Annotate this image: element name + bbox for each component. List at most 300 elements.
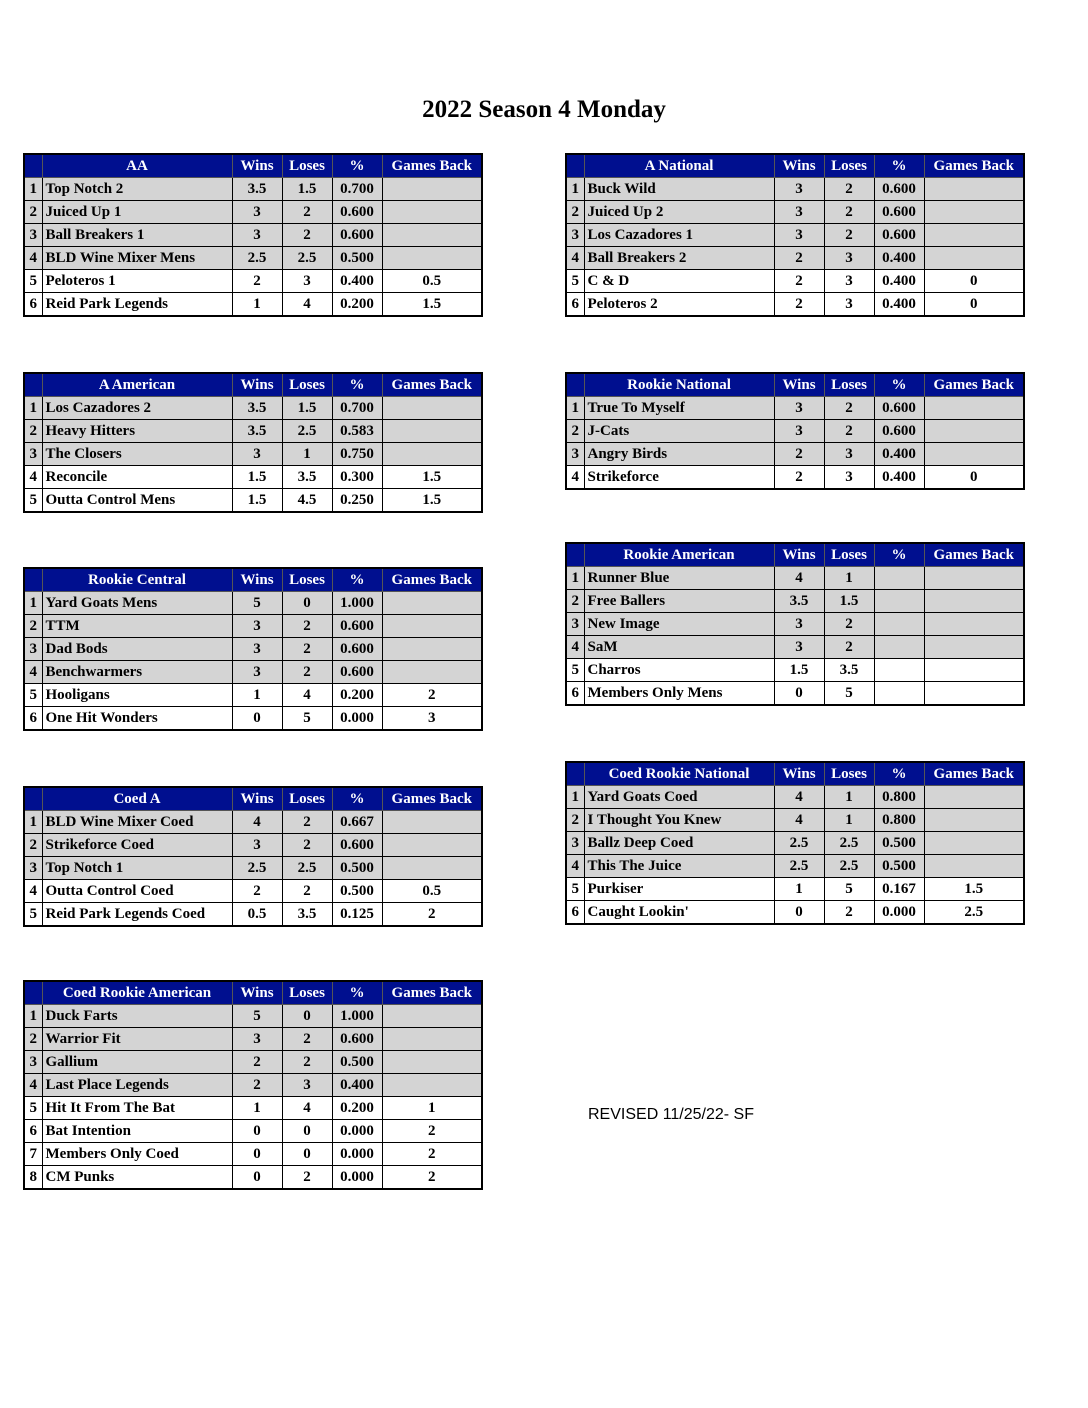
pct-cell: 0.600 bbox=[874, 224, 924, 247]
rank-cell: 2 bbox=[566, 809, 584, 832]
games-back-cell bbox=[924, 443, 1024, 466]
wins-cell: 3.5 bbox=[774, 590, 824, 613]
team-row bbox=[24, 592, 482, 615]
games-back-cell bbox=[382, 857, 482, 880]
rank-header bbox=[24, 373, 42, 397]
pct-header: % bbox=[332, 981, 382, 1005]
rank-cell: 4 bbox=[24, 466, 42, 489]
division-name: Coed Rookie National bbox=[584, 762, 774, 786]
team-name: Yard Goats Mens bbox=[42, 592, 232, 615]
loses-cell: 3 bbox=[824, 466, 874, 490]
games-back-cell bbox=[382, 443, 482, 466]
team-name: This The Juice bbox=[584, 855, 774, 878]
team-row bbox=[24, 684, 482, 707]
pct-cell: 0.500 bbox=[332, 880, 382, 903]
wins-cell: 1 bbox=[232, 293, 282, 317]
header-row bbox=[24, 981, 482, 1005]
games-back-cell bbox=[924, 420, 1024, 443]
rank-cell: 5 bbox=[24, 489, 42, 513]
team-name: Angry Birds bbox=[584, 443, 774, 466]
wins-cell: 2 bbox=[774, 443, 824, 466]
standings-table-a-national bbox=[565, 153, 1025, 317]
games-back-cell: 2 bbox=[382, 684, 482, 707]
rank-cell: 6 bbox=[566, 293, 584, 317]
team-name: Strikeforce bbox=[584, 466, 774, 490]
loses-header: Loses bbox=[282, 568, 332, 592]
loses-cell: 2 bbox=[824, 201, 874, 224]
team-row bbox=[566, 420, 1024, 443]
loses-cell: 3 bbox=[824, 247, 874, 270]
pct-cell: 0.000 bbox=[874, 901, 924, 925]
wins-cell: 3 bbox=[232, 1028, 282, 1051]
division-name: Rookie Central bbox=[42, 568, 232, 592]
standings-table-coed-a bbox=[23, 786, 483, 927]
loses-cell: 2 bbox=[282, 638, 332, 661]
loses-cell: 3.5 bbox=[824, 659, 874, 682]
rank-cell: 3 bbox=[566, 443, 584, 466]
pct-cell: 0.125 bbox=[332, 903, 382, 927]
loses-cell: 2 bbox=[282, 880, 332, 903]
games-back-header: Games Back bbox=[924, 154, 1024, 178]
pct-cell: 0.500 bbox=[874, 832, 924, 855]
rank-cell: 1 bbox=[24, 811, 42, 834]
standings-table-aa bbox=[23, 153, 483, 317]
games-back-cell bbox=[382, 397, 482, 420]
games-back-cell bbox=[924, 224, 1024, 247]
pct-cell: 0.600 bbox=[332, 201, 382, 224]
rank-cell: 4 bbox=[24, 661, 42, 684]
team-row bbox=[24, 1005, 482, 1028]
pct-cell: 0.800 bbox=[874, 786, 924, 809]
rank-header bbox=[24, 981, 42, 1005]
wins-header: Wins bbox=[232, 981, 282, 1005]
rank-header bbox=[566, 373, 584, 397]
rank-header bbox=[24, 568, 42, 592]
team-name: Outta Control Coed bbox=[42, 880, 232, 903]
loses-cell: 2 bbox=[282, 661, 332, 684]
team-name: Purkiser bbox=[584, 878, 774, 901]
wins-cell: 4 bbox=[232, 811, 282, 834]
wins-cell: 1 bbox=[774, 878, 824, 901]
team-name: Top Notch 1 bbox=[42, 857, 232, 880]
rank-cell: 6 bbox=[566, 682, 584, 706]
division-name: A National bbox=[584, 154, 774, 178]
rank-cell: 1 bbox=[566, 397, 584, 420]
team-row bbox=[24, 201, 482, 224]
games-back-cell bbox=[382, 201, 482, 224]
games-back-header: Games Back bbox=[382, 981, 482, 1005]
loses-cell: 5 bbox=[824, 682, 874, 706]
team-name: Bat Intention bbox=[42, 1120, 232, 1143]
pct-cell: 0.500 bbox=[332, 247, 382, 270]
team-name: Gallium bbox=[42, 1051, 232, 1074]
pct-header: % bbox=[332, 787, 382, 811]
pct-cell: 1.000 bbox=[332, 1005, 382, 1028]
games-back-cell bbox=[924, 659, 1024, 682]
loses-cell: 4 bbox=[282, 293, 332, 317]
team-name: Outta Control Mens bbox=[42, 489, 232, 513]
pct-cell: 0.600 bbox=[332, 615, 382, 638]
pct-cell: 0.500 bbox=[874, 855, 924, 878]
wins-cell: 2 bbox=[232, 270, 282, 293]
team-row bbox=[24, 880, 482, 903]
games-back-cell bbox=[924, 636, 1024, 659]
team-row bbox=[24, 397, 482, 420]
team-name: Hit It From The Bat bbox=[42, 1097, 232, 1120]
standings-table-rookie-american bbox=[565, 542, 1025, 706]
rank-cell: 2 bbox=[24, 201, 42, 224]
pct-cell bbox=[874, 659, 924, 682]
header-row bbox=[24, 787, 482, 811]
pct-cell: 0.400 bbox=[332, 1074, 382, 1097]
loses-cell: 0 bbox=[282, 1143, 332, 1166]
loses-cell: 2 bbox=[282, 615, 332, 638]
pct-cell: 0.700 bbox=[332, 178, 382, 201]
games-back-cell: 0 bbox=[924, 293, 1024, 317]
team-name: Los Cazadores 1 bbox=[584, 224, 774, 247]
loses-cell: 5 bbox=[824, 878, 874, 901]
loses-cell: 2 bbox=[282, 224, 332, 247]
pct-cell: 0.600 bbox=[332, 224, 382, 247]
rank-cell: 3 bbox=[24, 638, 42, 661]
header-row bbox=[24, 373, 482, 397]
loses-cell: 3 bbox=[282, 1074, 332, 1097]
team-name: Heavy Hitters bbox=[42, 420, 232, 443]
team-name: Buck Wild bbox=[584, 178, 774, 201]
team-name: CM Punks bbox=[42, 1166, 232, 1190]
loses-cell: 2 bbox=[824, 224, 874, 247]
loses-cell: 4 bbox=[282, 1097, 332, 1120]
rank-cell: 2 bbox=[566, 201, 584, 224]
pct-cell: 0.400 bbox=[874, 466, 924, 490]
wins-cell: 1 bbox=[232, 1097, 282, 1120]
wins-header: Wins bbox=[232, 787, 282, 811]
games-back-cell bbox=[382, 224, 482, 247]
team-row bbox=[24, 466, 482, 489]
team-name: Last Place Legends bbox=[42, 1074, 232, 1097]
wins-header: Wins bbox=[232, 373, 282, 397]
games-back-cell: 3 bbox=[382, 707, 482, 731]
games-back-header: Games Back bbox=[924, 543, 1024, 567]
team-row bbox=[24, 615, 482, 638]
pct-cell: 0.167 bbox=[874, 878, 924, 901]
rank-header bbox=[24, 787, 42, 811]
header-row bbox=[566, 762, 1024, 786]
team-name: True To Myself bbox=[584, 397, 774, 420]
pct-cell: 0.400 bbox=[874, 270, 924, 293]
pct-cell bbox=[874, 567, 924, 590]
games-back-header: Games Back bbox=[382, 568, 482, 592]
loses-header: Loses bbox=[282, 981, 332, 1005]
rank-cell: 4 bbox=[566, 466, 584, 490]
games-back-cell bbox=[382, 420, 482, 443]
rank-cell: 3 bbox=[566, 224, 584, 247]
team-name: TTM bbox=[42, 615, 232, 638]
games-back-cell bbox=[382, 1028, 482, 1051]
team-row bbox=[566, 878, 1024, 901]
wins-cell: 3 bbox=[232, 443, 282, 466]
games-back-cell: 0.5 bbox=[382, 270, 482, 293]
games-back-cell bbox=[382, 811, 482, 834]
team-row bbox=[566, 613, 1024, 636]
wins-header: Wins bbox=[774, 373, 824, 397]
rank-cell: 5 bbox=[566, 878, 584, 901]
team-name: New Image bbox=[584, 613, 774, 636]
team-name: Juiced Up 1 bbox=[42, 201, 232, 224]
wins-cell: 4 bbox=[774, 567, 824, 590]
rank-cell: 4 bbox=[24, 1074, 42, 1097]
team-name: The Closers bbox=[42, 443, 232, 466]
team-name: Yard Goats Coed bbox=[584, 786, 774, 809]
team-row bbox=[24, 420, 482, 443]
pct-cell: 0.400 bbox=[332, 270, 382, 293]
loses-header: Loses bbox=[282, 154, 332, 178]
pct-cell: 0.400 bbox=[874, 443, 924, 466]
wins-cell: 3 bbox=[232, 224, 282, 247]
rank-header bbox=[566, 762, 584, 786]
wins-cell: 0 bbox=[232, 1166, 282, 1190]
team-row bbox=[24, 443, 482, 466]
loses-cell: 1 bbox=[824, 567, 874, 590]
team-name: Runner Blue bbox=[584, 567, 774, 590]
loses-cell: 2.5 bbox=[824, 832, 874, 855]
games-back-header: Games Back bbox=[924, 373, 1024, 397]
team-name: Hooligans bbox=[42, 684, 232, 707]
pct-cell: 0.600 bbox=[874, 420, 924, 443]
pct-header: % bbox=[874, 543, 924, 567]
rank-header bbox=[566, 543, 584, 567]
team-name: Top Notch 2 bbox=[42, 178, 232, 201]
games-back-cell bbox=[382, 638, 482, 661]
loses-cell: 3 bbox=[282, 270, 332, 293]
pct-header: % bbox=[874, 762, 924, 786]
wins-cell: 3 bbox=[232, 201, 282, 224]
team-name: Peloteros 1 bbox=[42, 270, 232, 293]
pct-cell bbox=[874, 613, 924, 636]
pct-cell: 0.000 bbox=[332, 1166, 382, 1190]
loses-cell: 4.5 bbox=[282, 489, 332, 513]
wins-cell: 3 bbox=[774, 224, 824, 247]
team-row bbox=[566, 443, 1024, 466]
team-row bbox=[566, 832, 1024, 855]
games-back-cell: 0.5 bbox=[382, 880, 482, 903]
wins-cell: 3 bbox=[232, 638, 282, 661]
pct-cell: 0.600 bbox=[332, 661, 382, 684]
header-row bbox=[24, 568, 482, 592]
team-row bbox=[24, 707, 482, 731]
wins-cell: 3 bbox=[774, 397, 824, 420]
games-back-cell bbox=[382, 178, 482, 201]
games-back-cell: 1 bbox=[382, 1097, 482, 1120]
division-name: A American bbox=[42, 373, 232, 397]
team-name: Reid Park Legends bbox=[42, 293, 232, 317]
team-name: Warrior Fit bbox=[42, 1028, 232, 1051]
loses-cell: 0 bbox=[282, 1120, 332, 1143]
pct-cell: 0.200 bbox=[332, 293, 382, 317]
team-row bbox=[24, 178, 482, 201]
wins-header: Wins bbox=[774, 543, 824, 567]
team-row bbox=[566, 466, 1024, 490]
standings-table-coed-rookie-american bbox=[23, 980, 483, 1190]
team-name: Members Only Mens bbox=[584, 682, 774, 706]
wins-cell: 3.5 bbox=[232, 420, 282, 443]
games-back-header: Games Back bbox=[382, 373, 482, 397]
pct-cell: 0.000 bbox=[332, 1120, 382, 1143]
rank-cell: 2 bbox=[24, 1028, 42, 1051]
loses-cell: 1.5 bbox=[282, 397, 332, 420]
rank-cell: 4 bbox=[24, 880, 42, 903]
team-row bbox=[24, 270, 482, 293]
loses-cell: 3 bbox=[824, 443, 874, 466]
rank-cell: 5 bbox=[566, 659, 584, 682]
games-back-cell bbox=[924, 613, 1024, 636]
standings-table-rookie-central bbox=[23, 567, 483, 731]
division-name: Coed A bbox=[42, 787, 232, 811]
wins-cell: 3 bbox=[232, 615, 282, 638]
loses-cell: 2 bbox=[824, 901, 874, 925]
loses-cell: 2 bbox=[282, 1051, 332, 1074]
games-back-cell: 2 bbox=[382, 1120, 482, 1143]
team-name: BLD Wine Mixer Coed bbox=[42, 811, 232, 834]
pct-cell: 0.600 bbox=[874, 397, 924, 420]
wins-cell: 4 bbox=[774, 786, 824, 809]
loses-header: Loses bbox=[824, 154, 874, 178]
team-row bbox=[566, 809, 1024, 832]
games-back-cell bbox=[382, 834, 482, 857]
games-back-cell: 2.5 bbox=[924, 901, 1024, 925]
loses-header: Loses bbox=[824, 543, 874, 567]
pct-cell: 0.000 bbox=[332, 1143, 382, 1166]
pct-cell: 0.600 bbox=[332, 834, 382, 857]
rank-cell: 3 bbox=[24, 224, 42, 247]
loses-cell: 2 bbox=[824, 636, 874, 659]
team-row bbox=[24, 1143, 482, 1166]
team-row bbox=[24, 1097, 482, 1120]
wins-cell: 3.5 bbox=[232, 397, 282, 420]
wins-cell: 2 bbox=[774, 270, 824, 293]
team-row bbox=[24, 1120, 482, 1143]
header-row bbox=[566, 154, 1024, 178]
rank-cell: 1 bbox=[24, 178, 42, 201]
team-row bbox=[24, 834, 482, 857]
page-title: 2022 Season 4 Monday bbox=[422, 96, 666, 123]
wins-cell: 3 bbox=[774, 178, 824, 201]
revised-note: REVISED 11/25/22- SF bbox=[588, 1106, 754, 1123]
wins-header: Wins bbox=[232, 568, 282, 592]
games-back-cell bbox=[382, 615, 482, 638]
team-row bbox=[24, 1028, 482, 1051]
wins-cell: 3 bbox=[774, 613, 824, 636]
team-name: Free Ballers bbox=[584, 590, 774, 613]
pct-cell: 0.600 bbox=[874, 178, 924, 201]
pct-cell: 0.250 bbox=[332, 489, 382, 513]
team-row bbox=[566, 659, 1024, 682]
team-name: BLD Wine Mixer Mens bbox=[42, 247, 232, 270]
loses-cell: 1.5 bbox=[282, 178, 332, 201]
pct-cell bbox=[874, 590, 924, 613]
games-back-cell bbox=[382, 661, 482, 684]
loses-cell: 2 bbox=[824, 613, 874, 636]
header-row bbox=[24, 154, 482, 178]
rank-cell: 6 bbox=[24, 707, 42, 731]
division-name: Rookie National bbox=[584, 373, 774, 397]
rank-cell: 7 bbox=[24, 1143, 42, 1166]
header-row bbox=[566, 373, 1024, 397]
games-back-cell bbox=[924, 567, 1024, 590]
rank-cell: 8 bbox=[24, 1166, 42, 1190]
loses-cell: 2.5 bbox=[282, 247, 332, 270]
loses-cell: 2.5 bbox=[282, 420, 332, 443]
team-row bbox=[566, 178, 1024, 201]
wins-cell: 2 bbox=[232, 880, 282, 903]
games-back-cell bbox=[924, 832, 1024, 855]
rank-cell: 2 bbox=[24, 615, 42, 638]
team-row bbox=[566, 270, 1024, 293]
games-back-cell bbox=[382, 592, 482, 615]
team-row bbox=[566, 247, 1024, 270]
team-row bbox=[566, 567, 1024, 590]
wins-cell: 3 bbox=[232, 661, 282, 684]
pct-cell bbox=[874, 636, 924, 659]
loses-cell: 2 bbox=[824, 420, 874, 443]
team-name: Ballz Deep Coed bbox=[584, 832, 774, 855]
loses-cell: 2 bbox=[282, 834, 332, 857]
team-row bbox=[24, 857, 482, 880]
games-back-cell bbox=[924, 786, 1024, 809]
wins-cell: 2.5 bbox=[774, 832, 824, 855]
team-row bbox=[566, 682, 1024, 706]
team-name: Juiced Up 2 bbox=[584, 201, 774, 224]
team-name: Strikeforce Coed bbox=[42, 834, 232, 857]
loses-header: Loses bbox=[824, 373, 874, 397]
games-back-cell bbox=[924, 682, 1024, 706]
loses-cell: 1 bbox=[282, 443, 332, 466]
games-back-cell bbox=[382, 1051, 482, 1074]
wins-cell: 1.5 bbox=[232, 466, 282, 489]
pct-cell: 0.700 bbox=[332, 397, 382, 420]
games-back-cell: 0 bbox=[924, 466, 1024, 490]
pct-header: % bbox=[332, 373, 382, 397]
games-back-cell bbox=[382, 247, 482, 270]
standings-table-coed-rookie-national bbox=[565, 761, 1025, 925]
wins-cell: 3 bbox=[774, 201, 824, 224]
wins-cell: 0 bbox=[774, 901, 824, 925]
wins-cell: 4 bbox=[774, 809, 824, 832]
team-row bbox=[566, 293, 1024, 317]
wins-cell: 2.5 bbox=[232, 857, 282, 880]
division-name: AA bbox=[42, 154, 232, 178]
wins-header: Wins bbox=[774, 154, 824, 178]
games-back-cell bbox=[924, 397, 1024, 420]
pct-cell: 1.000 bbox=[332, 592, 382, 615]
rank-cell: 3 bbox=[24, 857, 42, 880]
rank-cell: 1 bbox=[24, 592, 42, 615]
team-row bbox=[566, 201, 1024, 224]
team-row bbox=[566, 786, 1024, 809]
games-back-cell: 2 bbox=[382, 903, 482, 927]
team-name: I Thought You Knew bbox=[584, 809, 774, 832]
team-row bbox=[566, 590, 1024, 613]
pct-cell: 0.400 bbox=[874, 293, 924, 317]
team-row bbox=[24, 638, 482, 661]
team-row bbox=[24, 1166, 482, 1190]
games-back-cell bbox=[924, 590, 1024, 613]
loses-cell: 3.5 bbox=[282, 466, 332, 489]
rank-cell: 4 bbox=[566, 855, 584, 878]
team-row bbox=[24, 293, 482, 317]
loses-cell: 0 bbox=[282, 1005, 332, 1028]
team-row bbox=[24, 661, 482, 684]
